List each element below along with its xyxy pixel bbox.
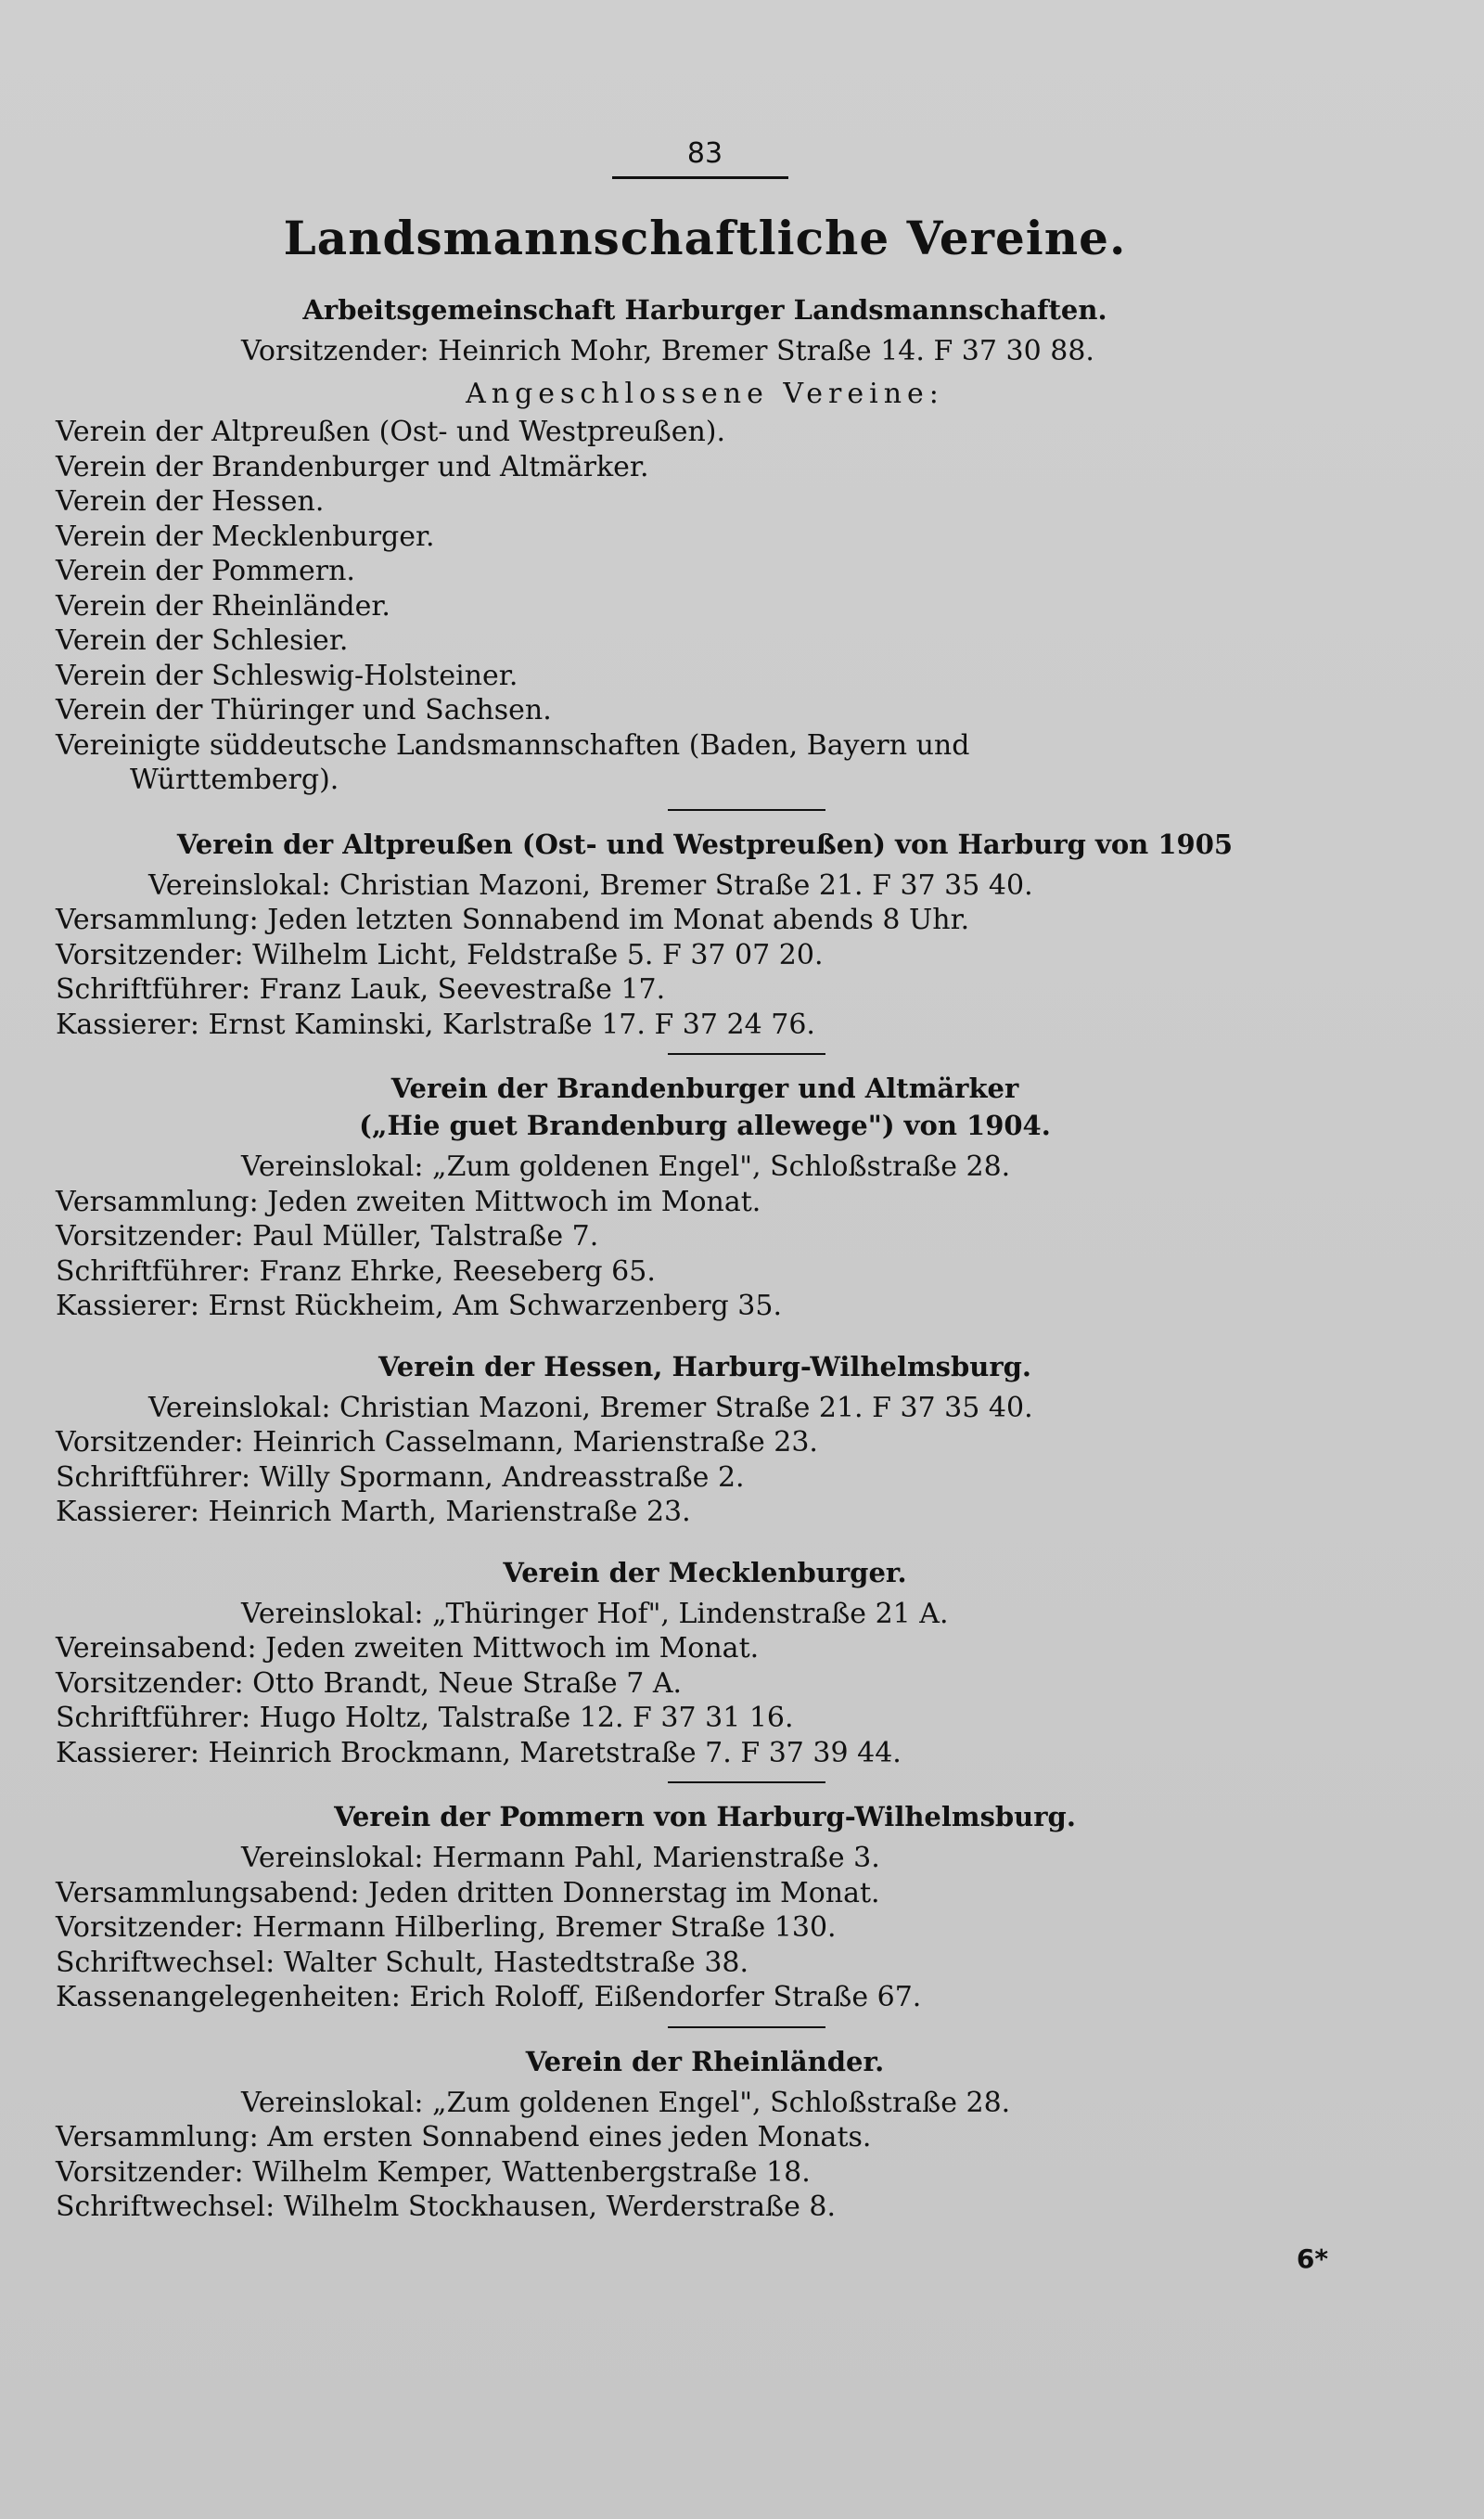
entry-line: Vereinslokal: „Zum goldenen Engel", Schloßstraße 28. — [241, 1150, 1011, 1183]
entry-line: Versammlung: Jeden zweiten Mittwoch im Monat. — [56, 1185, 761, 1218]
affiliated-item: Verein der Hessen. — [56, 485, 325, 518]
section-divider — [668, 809, 825, 811]
section-working-group — [56, 291, 1336, 798]
entry-line: Vorsitzender: Hermann Hilberling, Bremer Straße 130. — [56, 1911, 837, 1944]
entry-line: Vereinslokal: „Thüringer Hof", Lindenstraße 21 A. — [241, 1597, 949, 1630]
section-altpreussen — [56, 826, 1336, 1043]
entry-line: Vereinslokal: „Zum goldenen Engel", Schloßstraße 28. — [241, 2086, 1011, 2119]
chair-line: Vorsitzender: Heinrich Mohr, Bremer Straße 14. F 37 30 88. — [241, 335, 1094, 367]
affiliated-heading: Angeschlossene Vereine: — [466, 377, 944, 410]
entry-line: Schriftführer: Franz Lauk, Seevestraße 17. — [56, 973, 666, 1006]
entry-line: Vorsitzender: Wilhelm Kemper, Wattenbergstraße 18. — [56, 2155, 811, 2189]
section-title: Verein der Hessen, Harburg-Wilhelmsburg. — [377, 1350, 1032, 1382]
section-gap — [56, 1530, 1336, 1554]
section-brandenburger — [56, 1070, 1336, 1324]
entry-line: Kassenangelegenheiten: Erich Roloff, Eißendorfer Straße 67. — [56, 1981, 922, 2013]
page-number: 83 — [686, 137, 723, 170]
section-divider — [668, 1053, 825, 1055]
section-pommern — [56, 1798, 1336, 2015]
section-title: Verein der Pommern von Harburg-Wilhelmsburg. — [334, 1801, 1076, 1832]
entry-line: Vorsitzender: Otto Brandt, Neue Straße 7 A. — [56, 1666, 683, 1700]
entry-line: Vorsitzender: Wilhelm Licht, Feldstraße 5. F 37 07 20. — [56, 938, 824, 971]
affiliated-item: Verein der Schleswig-Holsteiner. — [56, 659, 518, 692]
section-subtitle: („Hie guet Brandenburg allewege") von 1904. — [359, 1110, 1051, 1141]
affiliated-item: Vereinigte süddeutsche Landsmannschaften (Baden, Bayern und — [56, 728, 970, 762]
entry-line: Vereinslokal: Christian Mazoni, Bremer Straße 21. F 37 35 40. — [148, 868, 1033, 902]
entry-line: Versammlung: Jeden letzten Sonnabend im Monat abends 8 Uhr. — [56, 904, 970, 936]
affiliated-item: Verein der Altpreußen (Ost- und Westpreußen). — [56, 416, 726, 448]
entry-line: Vorsitzender: Heinrich Casselmann, Marienstraße 23. — [56, 1426, 818, 1459]
page-number-rule — [612, 176, 788, 179]
entry-line: Kassierer: Heinrich Marth, Marienstraße 23. — [56, 1496, 691, 1528]
section-hessen — [56, 1348, 1336, 1530]
section-mecklenburger — [56, 1554, 1336, 1771]
entry-line: Schriftführer: Franz Ehrke, Reeseberg 65. — [56, 1254, 656, 1288]
affiliated-item: Verein der Rheinländer. — [56, 589, 390, 623]
entry-line: Schriftwechsel: Wilhelm Stockhausen, Werderstraße 8. — [56, 2191, 836, 2223]
entry-line: Vorsitzender: Paul Müller, Talstraße 7. — [56, 1220, 599, 1253]
section-rheinlaender — [56, 2043, 1336, 2225]
entry-line: Schriftführer: Willy Spormann, Andreasstraße 2. — [56, 1460, 745, 1494]
section-title: Verein der Rheinländer. — [525, 2045, 885, 2077]
entry-line: Vereinsabend: Jeden zweiten Mittwoch im Monat. — [56, 1632, 760, 1664]
section-title: Verein der Brandenburger und Altmärker — [390, 1073, 1019, 1104]
entry-line: Schriftführer: Hugo Holtz, Talstraße 12. F 37 31 16. — [56, 1702, 794, 1734]
entry-line: Kassierer: Ernst Rückheim, Am Schwarzenberg 35. — [56, 1290, 783, 1322]
entry-line: Vereinslokal: Christian Mazoni, Bremer Straße 21. F 37 35 40. — [148, 1391, 1033, 1424]
affiliated-item: Verein der Thüringer und Sachsen. — [56, 694, 552, 726]
entry-line: Kassierer: Ernst Kaminski, Karlstraße 17. F 37 24 76. — [56, 1008, 815, 1041]
section-gap — [56, 1324, 1336, 1348]
section-title: Arbeitsgemeinschaft Harburger Landsmannschaften. — [302, 294, 1107, 326]
affiliated-item: Verein der Schlesier. — [56, 624, 349, 657]
affiliated-item: Verein der Brandenburger und Altmärker. — [56, 450, 649, 483]
entry-line: Versammlungsabend: Jeden dritten Donnerstag im Monat. — [56, 1876, 880, 1909]
affiliated-item: Verein der Mecklenburger. — [56, 520, 435, 553]
section-title: Verein der Mecklenburger. — [503, 1556, 907, 1588]
section-divider — [668, 2026, 825, 2028]
section-divider — [668, 1781, 825, 1783]
entry-line: Schriftwechsel: Walter Schult, Hastedtstraße 38. — [56, 1946, 749, 1979]
entry-line: Versammlung: Am ersten Sonnabend eines jeden Monats. — [56, 2121, 872, 2153]
main-title: Landsmannschaftliche Vereine. — [283, 211, 1127, 265]
signature-mark: 6* — [1296, 2243, 1328, 2274]
affiliated-item: Verein der Pommern. — [56, 555, 355, 587]
section-title: Verein der Altpreußen (Ost- und Westpreußen) von Harburg von 1905 — [176, 828, 1234, 860]
entry-line: Kassierer: Heinrich Brockmann, Maretstraße 7. F 37 39 44. — [56, 1736, 902, 1769]
entry-line: Vereinslokal: Hermann Pahl, Marienstraße 3. — [241, 1842, 880, 1874]
affiliated-item-continued: Württemberg). — [130, 764, 339, 796]
